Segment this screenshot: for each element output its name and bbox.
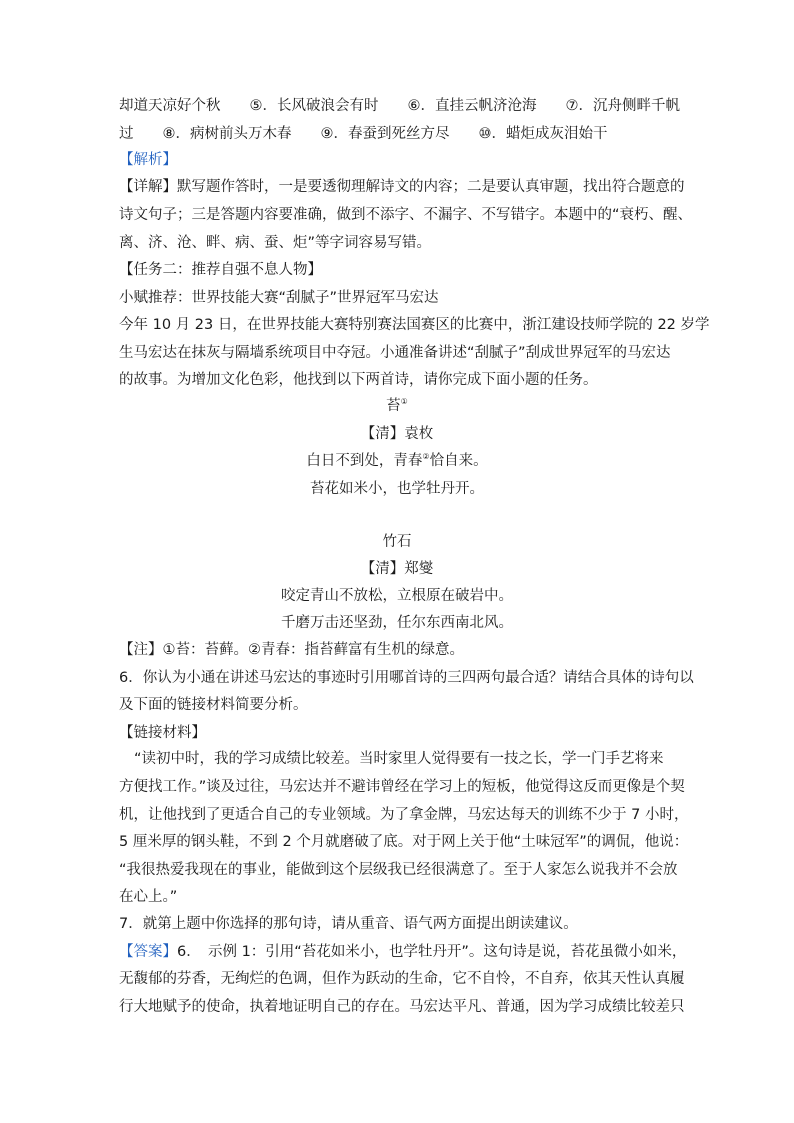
news-line-2: 生马宏达在抹灰与隔墙系统项目中夺冠。小通准备讲述“刮腻子”刮成世界冠军的马宏达 bbox=[119, 345, 671, 361]
poem1-author: 【清】袁枚 bbox=[360, 426, 434, 442]
news-line-3: 的故事。为增加文化色彩，他找到以下两首诗，请你完成下面小题的任务。 bbox=[119, 372, 598, 388]
poem2-author: 【清】郑燮 bbox=[360, 561, 434, 577]
detail-text-1: 默写题作答时，一是要透彻理解诗文的内容；二是要认真审题，找出符合题意的 bbox=[177, 179, 685, 195]
recommend-line: 小赋推荐：世界技能大赛“刮腻子”世界冠军马宏达 bbox=[119, 290, 439, 306]
question-7: 7．就第上题中你选择的那句诗，请从重音、语气两方面提出朗读建议。 bbox=[119, 916, 578, 932]
link-line-2: 方便找工作。”谈及过往，马宏达并不避讳曾经在学习上的短板，他觉得这反而更像是个契 bbox=[119, 779, 685, 795]
answers-row-1: 却道天凉好个秋 ⑤．长风破浪会有时 ⑥．直挂云帆济沧海 ⑦．沉舟侧畔千帆 bbox=[119, 98, 680, 114]
poem2-line-2: 千磨万击还坚劲，任尔东西南北风。 bbox=[281, 615, 513, 631]
answer-text-1: 6． 示例 1：引用“苔花如米小，也学牡丹开”。这句诗是说，苔花虽微小如米， bbox=[177, 944, 687, 960]
poem1-line-note: ② bbox=[422, 452, 430, 462]
question-6-line-2: 及下面的链接材料简要分析。 bbox=[119, 697, 308, 713]
answer-tag: 【答案】 bbox=[119, 944, 177, 960]
detail-line-2: 诗文句子；三是答题内容要准确，做到不添字、不漏字、不写错字。本题中的“衰朽、醒、 bbox=[119, 207, 693, 223]
link-line-5: “我很热爱我现在的事业，能做到这个层级我已经很满意了。至于人家怎么说我并不会放 bbox=[119, 862, 678, 878]
poem1-title-note: ① bbox=[400, 397, 408, 407]
poem1-line-1: 白日不到处，青春②恰自来。 bbox=[306, 452, 488, 469]
link-material-tag: 【链接材料】 bbox=[119, 725, 206, 741]
task-two-heading: 【任务二：推荐自强不息人物】 bbox=[119, 262, 322, 278]
poem1-line-2: 苔花如米小，也学牡丹开。 bbox=[310, 481, 484, 497]
news-line-1: 今年 10 月 23 日，在世界技能大赛特别赛法国赛区的比赛中，浙江建设技师学院的 22 岁学 bbox=[119, 317, 710, 333]
link-line-6: 在心上。” bbox=[119, 889, 178, 905]
link-line-3: 机，让他找到了更适合自己的专业领域。为了拿金牌，马宏达每天的训练不少于 7 小时， bbox=[119, 807, 689, 823]
poem2-line-1: 咬定青山不放松，立根原在破岩中。 bbox=[281, 588, 513, 604]
link-line-1: “读初中时，我的学习成绩比较差。当时家里人觉得要有一技之长，学一门手艺将来 bbox=[134, 751, 664, 767]
analysis-tag: 【解析】 bbox=[119, 152, 177, 168]
answers-row-2: 过 ⑧．病树前头万木春 ⑨．春蚕到死丝方尽 ⑩．蜡炬成灰泪始干 bbox=[119, 126, 608, 142]
link-line-4: 5 厘米厚的钢头鞋，不到 2 个月就磨破了底。对于网上关于他“土味冠军”的调侃，他说： bbox=[119, 834, 689, 850]
note-line: 【注】①苔：苔藓。②青春：指苔藓富有生机的绿意。 bbox=[119, 642, 464, 658]
question-6-line-1: 6．你认为小通在讲述马宏达的事迹时引用哪首诗的三四两句最合适？请结合具体的诗句以 bbox=[119, 670, 694, 686]
answer-line-3: 行大地赋予的使命，执着地证明自己的存在。马宏达平凡、普通，因为学习成绩比较差只 bbox=[119, 999, 685, 1015]
detail-tag: 【详解】 bbox=[119, 179, 177, 195]
answer-line-2: 无馥郁的芬香，无绚烂的色调，但作为跃动的生命，它不自怜，不自弃，依其天性认真履 bbox=[119, 971, 685, 987]
detail-line-3: 离、济、沧、畔、病、蚕、炬”等字词容易写错。 bbox=[119, 235, 432, 251]
poem2-title: 竹石 bbox=[382, 534, 412, 550]
poem1-title: 苔① bbox=[386, 397, 408, 414]
answer-line-1 bbox=[119, 942, 686, 962]
detail-line-1 bbox=[119, 177, 685, 197]
